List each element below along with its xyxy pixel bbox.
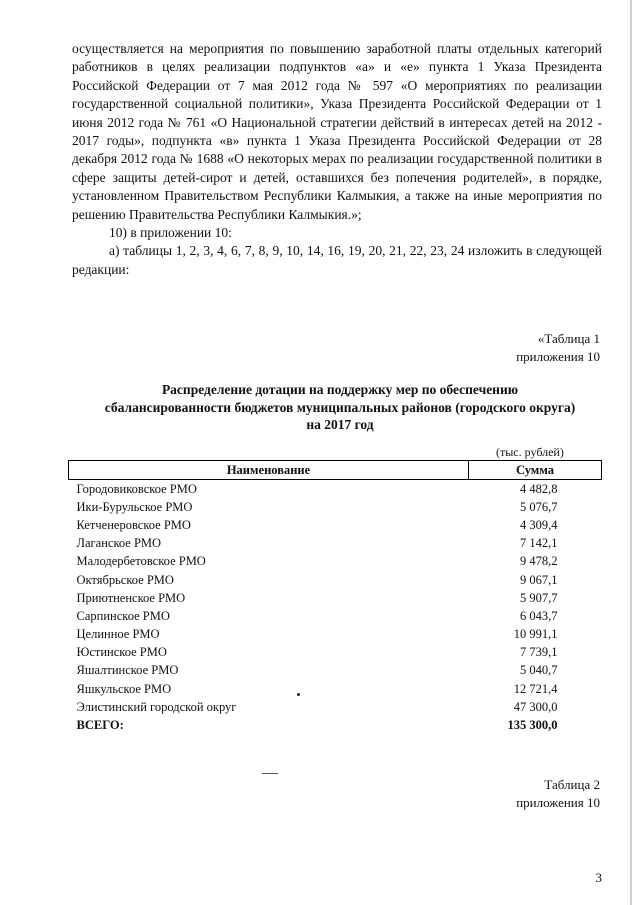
page-number: 3 xyxy=(595,870,602,885)
scan-speck xyxy=(297,693,300,696)
table-title xyxy=(70,381,610,434)
table-row xyxy=(69,535,602,553)
table-row xyxy=(69,516,602,534)
row-name: Лаганское РМО xyxy=(76,536,162,551)
table-1-caption-line-2: приложения 10 xyxy=(516,349,600,364)
row-sum: 4 309,4 xyxy=(520,517,558,532)
row-name: Кетченеровское РМО xyxy=(76,517,191,532)
scan-edge-line xyxy=(630,0,632,905)
row-sum: 4 482,8 xyxy=(520,481,558,496)
row-name: Элистинский городской округ xyxy=(76,699,237,714)
row-sum: 9 067,1 xyxy=(520,572,558,587)
table-1-caption xyxy=(516,330,600,366)
table-row xyxy=(69,553,602,571)
scan-mark xyxy=(262,773,278,774)
row-sum: 12 721,4 xyxy=(513,681,558,696)
table-row xyxy=(69,498,602,516)
table-row xyxy=(69,680,602,698)
row-name: Ики-Бурульское РМО xyxy=(76,499,193,514)
intro-paragraph-2: 10) в приложении 10: xyxy=(109,225,232,241)
row-name: Юстинское РМО xyxy=(76,645,167,660)
header-sum: Сумма xyxy=(469,461,602,480)
table-row xyxy=(69,571,602,589)
intro-text xyxy=(72,40,602,279)
table-2-caption-line-2: приложения 10 xyxy=(516,795,600,810)
subsidy-table xyxy=(68,460,602,735)
row-sum: 9 478,2 xyxy=(520,554,558,569)
row-name: Яшкульское РМО xyxy=(76,681,172,696)
row-name: Приютненское РМО xyxy=(76,590,186,605)
row-sum: 5 076,7 xyxy=(520,499,558,514)
header-name: Наименование xyxy=(69,461,469,480)
table-row xyxy=(69,480,602,499)
row-name: Городовиковское РМО xyxy=(76,481,197,496)
table-row xyxy=(69,644,602,662)
table-row xyxy=(69,626,602,644)
row-sum: 5 040,7 xyxy=(520,663,558,678)
row-sum: 47 300,0 xyxy=(513,699,558,714)
table-row xyxy=(69,607,602,625)
row-sum: 7 739,1 xyxy=(520,645,558,660)
table-title-line-2: сбалансированности бюджетов муниципальных районов (городского округа) xyxy=(104,399,576,415)
row-name: Октябрьское РМО xyxy=(76,572,174,587)
unit-label: (тыс. рублей) xyxy=(496,445,564,459)
table-2-caption xyxy=(516,776,600,812)
row-sum: 7 142,1 xyxy=(520,536,558,551)
table-header-row xyxy=(69,461,602,480)
row-name: Целинное РМО xyxy=(76,627,160,642)
row-name: Яшалтинское РМО xyxy=(76,663,179,678)
table-2-caption-line-1: Таблица 2 xyxy=(544,777,600,792)
table-1-caption-line-1: «Таблица 1 xyxy=(537,331,600,346)
table-row xyxy=(69,698,602,716)
row-sum: 6 043,7 xyxy=(520,608,558,623)
row-name: Малодербетовское РМО xyxy=(76,554,206,569)
table-title-line-1: Распределение дотации на поддержку мер по обеспечению xyxy=(161,382,519,397)
row-name: Сарпинское РМО xyxy=(76,608,170,623)
total-name: ВСЕГО: xyxy=(76,718,124,733)
row-sum: 5 907,7 xyxy=(520,590,558,605)
table-row xyxy=(69,589,602,607)
intro-paragraph-1: осуществляется на мероприятия по повышению заработной платы отдельных категорий работников в целях реализации подпунктов «а» и «е» пункта 1 Указа Президента Российской Федерации от 7 мая 2012 года № 597 «О мероприятиях по реализации государственной социальной политики», Указа Президента Российской Федерации от 1 июня 2012 года № 761 «О Национальной стратегии действий в интересах детей на 2012 - 2017 годы», подпункта «в» пункта 1 Указа Президента Российской Федерации от 28 декабря 2012 года № 1688 «О некоторых мерах по реализации государственной политики в сфере защиты детей-сирот и детей, оставшихся без попечения родителей», в порядке, установленном Правительством Республики Калмыкия, а также на иные мероприятия по решению Правительства Республики Калмыкия.»; xyxy=(72,41,602,222)
table-row xyxy=(69,662,602,680)
table-total-row xyxy=(69,716,602,734)
row-sum: 10 991,1 xyxy=(513,627,558,642)
intro-paragraph-3: а) таблицы 1, 2, 3, 4, 6, 7, 8, 9, 10, 14, 16, 19, 20, 21, 22, 23, 24 изложить в следующей редакции: xyxy=(72,243,602,277)
total-sum: 135 300,0 xyxy=(507,718,558,733)
table-title-line-3: на 2017 год xyxy=(306,417,374,432)
